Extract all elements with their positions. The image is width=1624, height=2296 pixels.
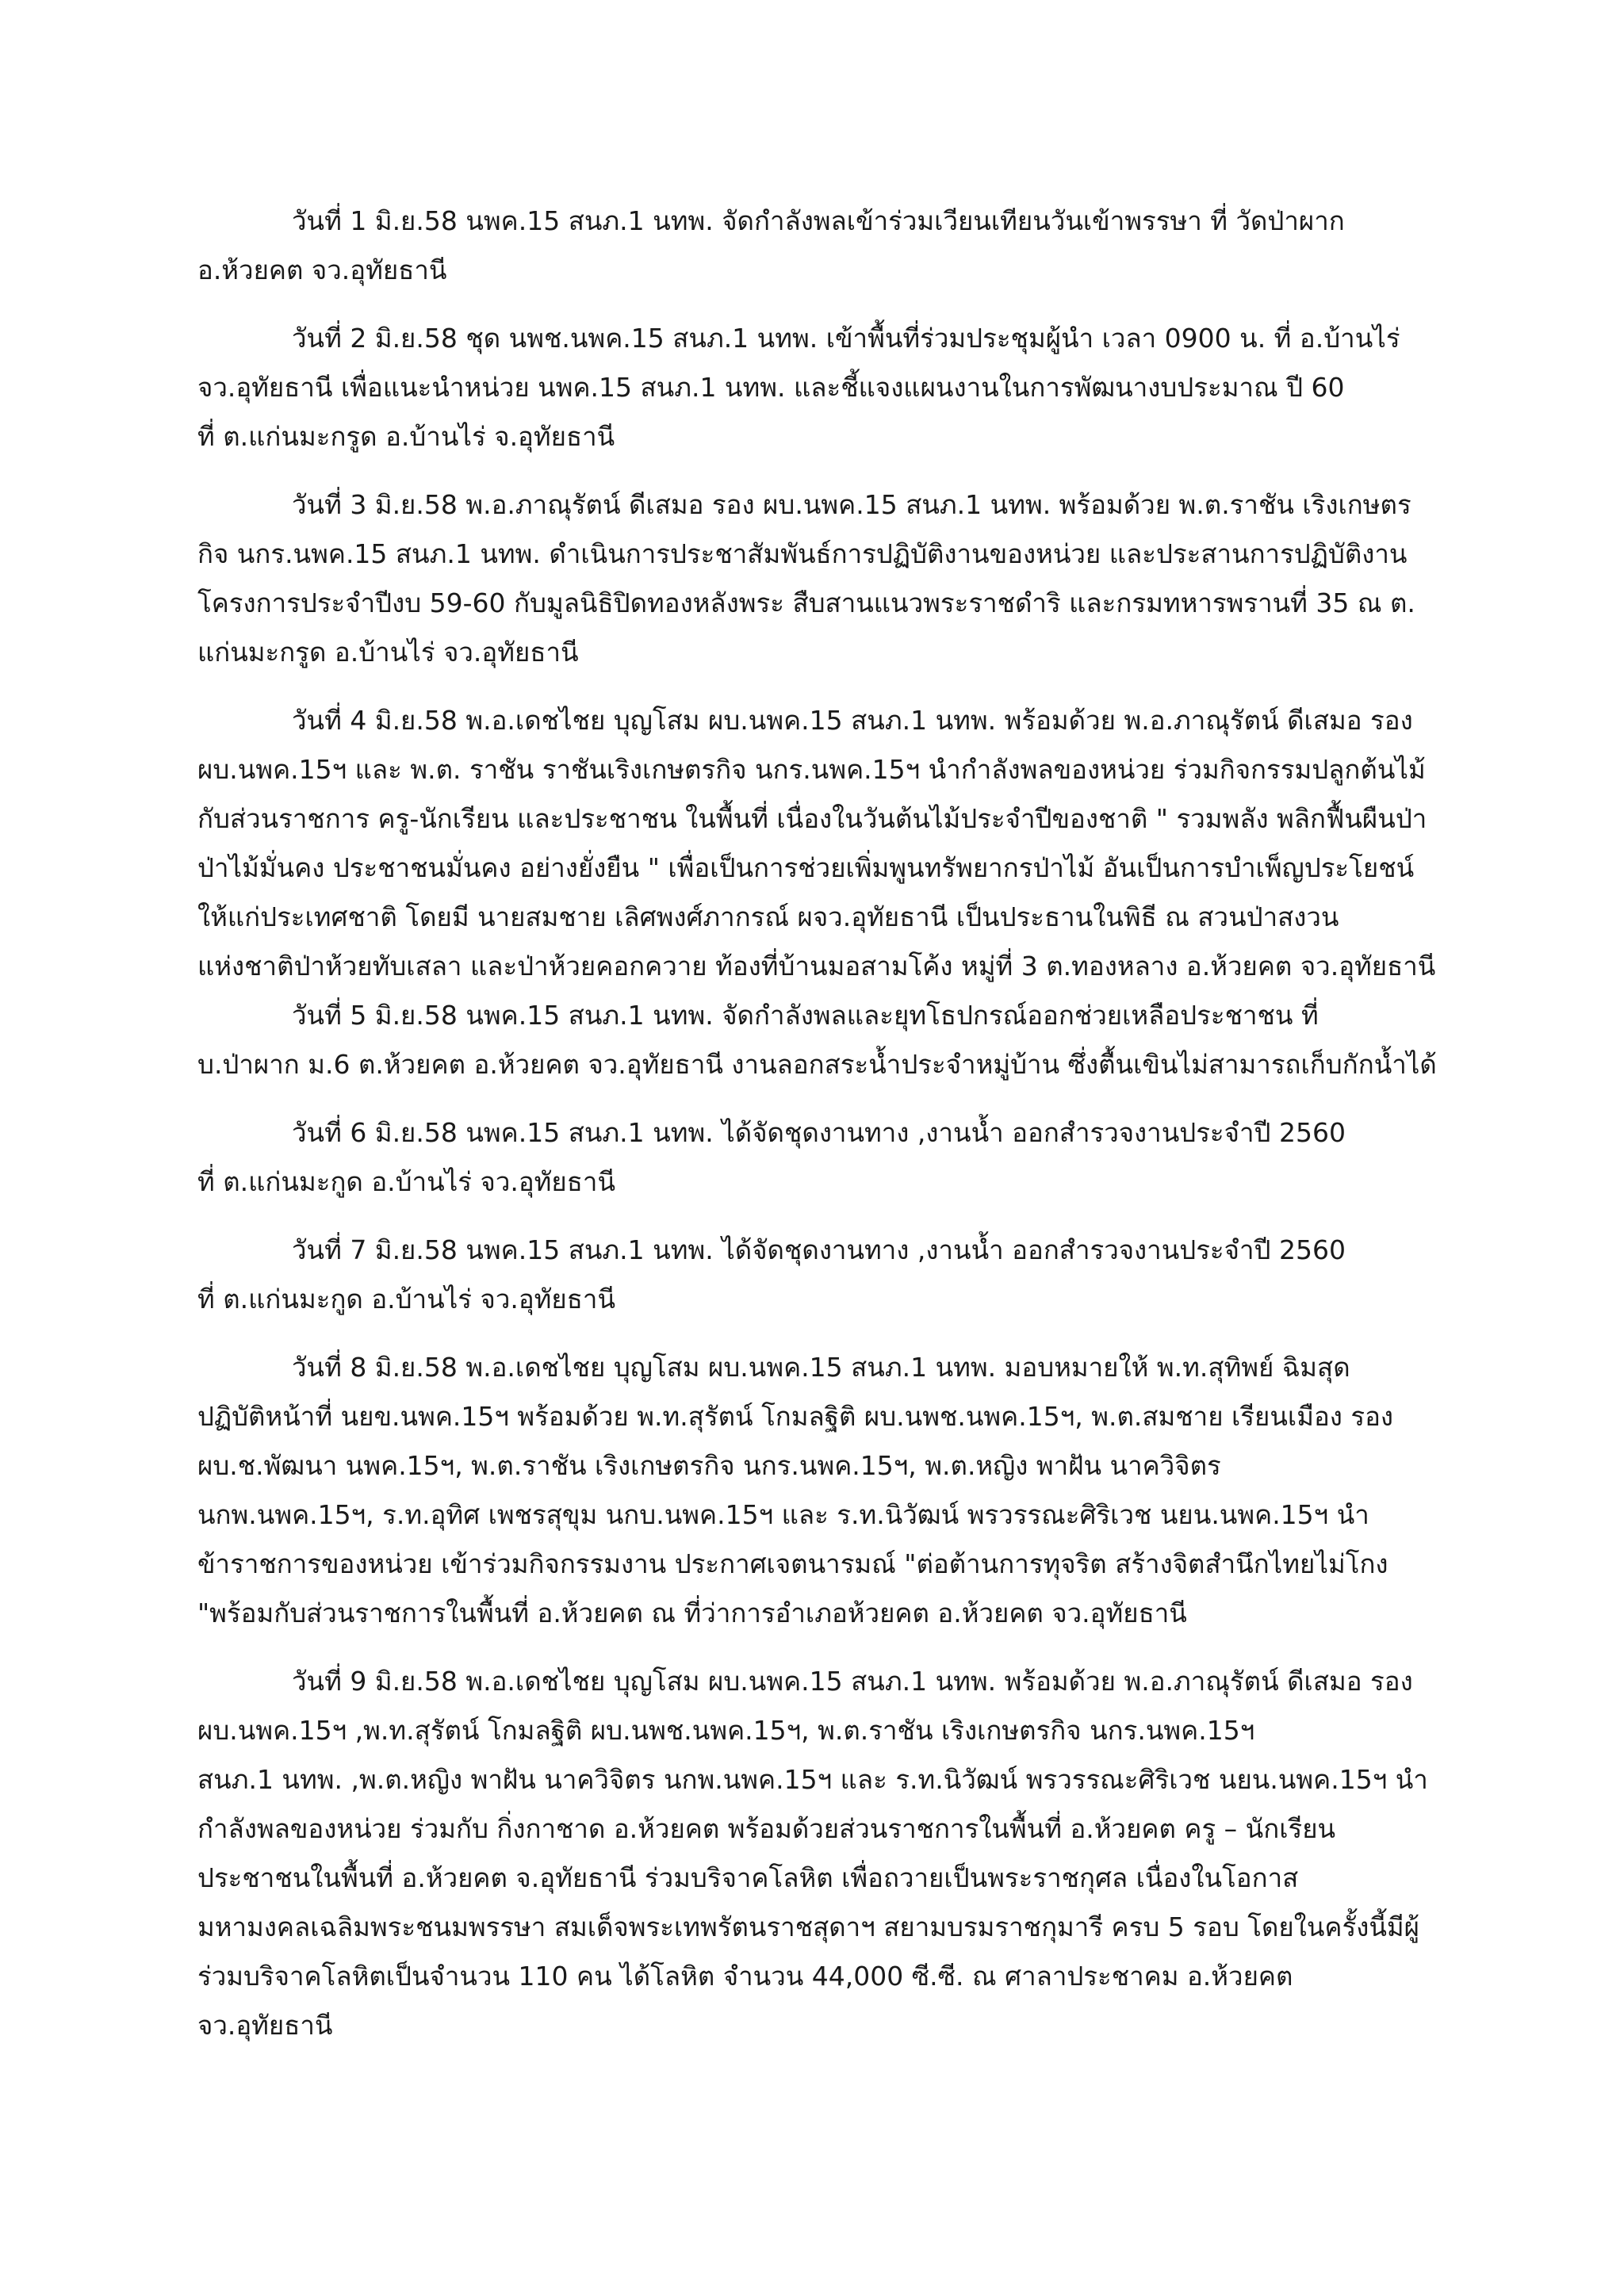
paragraph-first-line: วันที่ 2 มิ.ย.58 ชุด นพช.นพค.15 สนภ.1 นทพ. เข้าพื้นที่ร่วมประชุมผู้นำ เวลา 0900 น. ที่ อ.บ้านไร่ bbox=[292, 323, 1400, 354]
paragraph-line: ผบ.ช.พัฒนา นพค.15ฯ, พ.ต.ราชัน เริงเกษตรกิจ นกร.นพค.15ฯ, พ.ต.หญิง พาฝัน นาควิจิตร bbox=[197, 1450, 1221, 1481]
paragraph-first-line: วันที่ 1 มิ.ย.58 นพค.15 สนภ.1 นทพ. จัดกำลังพลเข้าร่วมเวียนเทียนวันเข้าพรรษา ที่ วัดป่าผาก bbox=[292, 205, 1345, 236]
paragraph-first-line: วันที่ 5 มิ.ย.58 นพค.15 สนภ.1 นทพ. จัดกำลังพลและยุทโธปกรณ์ออกช่วยเหลือประชาชน ที่ bbox=[292, 1000, 1319, 1031]
paragraph-line: มหามงคลเฉลิมพระชนมพรรษา สมเด็จพระเทพรัตนราชสุดาฯ สยามบรมราชกุมารี ครบ 5 รอบ โดยในครั้งนี้มีผู้ bbox=[197, 1911, 1419, 1942]
paragraph-line: แห่งชาติป่าห้วยทับเสลา และป่าห้วยคอกควาย ท้องที่บ้านมอสามโค้ง หมู่ที่ 3 ต.ทองหลาง อ.ห้วยคต จว.อุทัยธานี bbox=[197, 951, 1436, 982]
paragraph-line: ข้าราชการของหน่วย เข้าร่วมกิจกรรมงาน ประกาศเจตนารมณ์ "ต่อต้านการทุจริต สร้างจิตสำนึกไทยไม่โกง bbox=[197, 1548, 1388, 1579]
paragraph-line: ผบ.นพค.15ฯ ,พ.ท.สุรัตน์ โกมลฐิติ ผบ.นพช.นพค.15ฯ, พ.ต.ราชัน เริงเกษตรกิจ นกร.นพค.15ฯ bbox=[197, 1715, 1255, 1746]
paragraph-line: ผบ.นพค.15ฯ และ พ.ต. ราชัน ราชันเริงเกษตรกิจ นกร.นพค.15ฯ นำกำลังพลของหน่วย ร่วมกิจกรรมปลูกต้นไม้ bbox=[197, 754, 1426, 785]
paragraph-line: กิจ นกร.นพค.15 สนภ.1 นทพ. ดำเนินการประชาสัมพันธ์การปฏิบัติงานของหน่วย และประสานการปฏิบัติงาน bbox=[197, 538, 1408, 569]
paragraph-line: ร่วมบริจาคโลหิตเป็นจำนวน 110 คน ได้โลหิต จำนวน 44,000 ซี.ซี. ณ ศาลาประชาคม อ.ห้วยคต bbox=[197, 1961, 1293, 1992]
report-paragraph bbox=[197, 197, 1466, 295]
paragraph-line: จว.อุทัยธานี bbox=[197, 2010, 333, 2041]
paragraph-line: ที่ ต.แก่นมะกูด อ.บ้านไร่ จว.อุทัยธานี bbox=[197, 1284, 616, 1314]
paragraph-line: นกพ.นพค.15ฯ, ร.ท.อุทิศ เพชรสุขุม นกบ.นพค.15ฯ และ ร.ท.นิวัฒน์ พรวรรณะศิริเวช นยน.นพค.15ฯ นำ bbox=[197, 1499, 1369, 1530]
paragraph-first-line: วันที่ 6 มิ.ย.58 นพค.15 สนภ.1 นทพ. ได้จัดชุดงานทาง ,งานน้ำ ออกสำรวจงานประจำปี 2560 bbox=[292, 1117, 1346, 1148]
paragraph-line: กับส่วนราชการ ครู-นักเรียน และประชาชน ในพื้นที่ เนื่องในวันต้นไม้ประจำปีของชาติ " รวมพลัง พลิกฟื้นผืนป่า bbox=[197, 803, 1427, 834]
paragraph-line: ป่าไม้มั่นคง ประชาชนมั่นคง อย่างยั่งยืน " เพื่อเป็นการช่วยเพิ่มพูนทรัพยากรป่าไม้ อันเป็นการบำเพ็ญประโยชน์ bbox=[197, 852, 1415, 883]
paragraph-line: กำลังพลของหน่วย ร่วมกับ กิ่งกาชาด อ.ห้วยคต พร้อมด้วยส่วนราชการในพื้นที่ อ.ห้วยคต ครู – นักเรียน bbox=[197, 1813, 1336, 1844]
paragraph-line: อ.ห้วยคต จว.อุทัยธานี bbox=[197, 254, 447, 285]
paragraph-line: โครงการประจำปีงบ 59-60 กับมูลนิธิปิดทองหลังพระ สืบสานแนวพระราชดำริ และกรมทหารพรานที่ 35 ณ ต. bbox=[197, 587, 1415, 618]
paragraph-line: บ.ป่าผาก ม.6 ต.ห้วยคต อ.ห้วยคต จว.อุทัยธานี งานลอกสระน้ำประจำหมู่บ้าน ซึ่งตื้นเขินไม่สามารถเก็บกักน้ำได้ bbox=[197, 1049, 1437, 1080]
paragraph-line: ประชาชนในพื้นที่ อ.ห้วยคต จ.อุทัยธานี ร่วมบริจาคโลหิต เพื่อถวายเป็นพระราชกุศล เนื่องในโอกาส bbox=[197, 1862, 1299, 1893]
paragraph-line: ที่ ต.แก่นมะกรูด อ.บ้านไร่ จ.อุทัยธานี bbox=[197, 421, 615, 452]
paragraph-first-line: วันที่ 7 มิ.ย.58 นพค.15 สนภ.1 นทพ. ได้จัดชุดงานทาง ,งานน้ำ ออกสำรวจงานประจำปี 2560 bbox=[292, 1234, 1346, 1265]
report-paragraph bbox=[197, 991, 1466, 1089]
paragraph-line: ให้แก่ประเทศชาติ โดยมี นายสมชาย เลิศพงศ์ภากรณ์ ผจว.อุทัยธานี เป็นประธานในพิธี ณ สวนป่าสงวน bbox=[197, 901, 1339, 932]
paragraph-first-line: วันที่ 3 มิ.ย.58 พ.อ.ภาณุรัตน์ ดีเสมอ รอง ผบ.นพค.15 สนภ.1 นทพ. พร้อมด้วย พ.ต.ราชัน เริงเกษตร bbox=[292, 489, 1411, 520]
report-paragraph bbox=[197, 480, 1466, 677]
report-paragraph bbox=[197, 1657, 1466, 2050]
report-paragraph bbox=[197, 1108, 1466, 1207]
paragraph-line: สนภ.1 นทพ. ,พ.ต.หญิง พาฝัน นาควิจิตร นกพ.นพค.15ฯ และ ร.ท.นิวัฒน์ พรวรรณะศิริเวช นยน.นพค.15ฯ นำ bbox=[197, 1764, 1428, 1795]
paragraph-line: ที่ ต.แก่นมะกูด อ.บ้านไร่ จว.อุทัยธานี bbox=[197, 1166, 616, 1197]
paragraph-first-line: วันที่ 4 มิ.ย.58 พ.อ.เดชไชย บุญโสม ผบ.นพค.15 สนภ.1 นทพ. พร้อมด้วย พ.อ.ภาณุรัตน์ ดีเสมอ รอง bbox=[292, 705, 1413, 736]
paragraph-line: แก่นมะกรูด อ.บ้านไร่ จว.อุทัยธานี bbox=[197, 637, 579, 668]
report-paragraph bbox=[197, 1343, 1466, 1638]
report-paragraph bbox=[197, 1226, 1466, 1324]
paragraph-first-line: วันที่ 9 มิ.ย.58 พ.อ.เดชไชย บุญโสม ผบ.นพค.15 สนภ.1 นทพ. พร้อมด้วย พ.อ.ภาณุรัตน์ ดีเสมอ รอง bbox=[292, 1666, 1413, 1697]
paragraph-line: "พร้อมกับส่วนราชการในพื้นที่ อ.ห้วยคต ณ ที่ว่าการอำเภอห้วยคต อ.ห้วยคต จว.อุทัยธานี bbox=[197, 1598, 1187, 1628]
report-paragraph bbox=[197, 696, 1466, 991]
paragraph-first-line: วันที่ 8 มิ.ย.58 พ.อ.เดชไชย บุญโสม ผบ.นพค.15 สนภ.1 นทพ. มอบหมายให้ พ.ท.สุทิพย์ ฉิมสุด bbox=[292, 1352, 1350, 1383]
report-paragraph bbox=[197, 314, 1466, 461]
paragraph-line: จว.อุทัยธานี เพื่อแนะนำหน่วย นพค.15 สนภ.1 นทพ. และชี้แจงแผนงานในการพัฒนางบประมาณ ปี 60 bbox=[197, 372, 1345, 403]
paragraph-line: ปฏิบัติหน้าที่ นยข.นพค.15ฯ พร้อมด้วย พ.ท.สุรัตน์ โกมลฐิติ ผบ.นพช.นพค.15ฯ, พ.ต.สมชาย เรียนเมือง รอง bbox=[197, 1401, 1394, 1432]
document-body bbox=[197, 197, 1466, 2069]
